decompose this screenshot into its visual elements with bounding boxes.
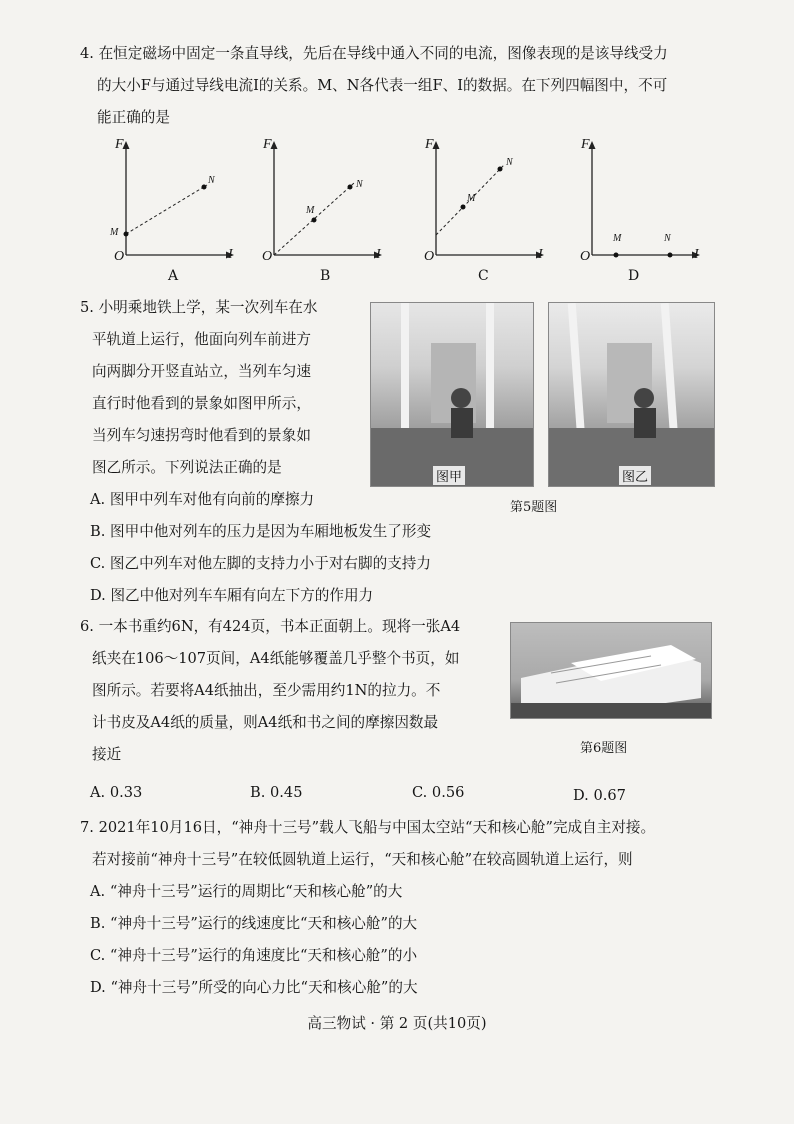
q4-graph-b xyxy=(258,135,388,290)
passenger xyxy=(634,388,654,408)
passenger-body xyxy=(451,408,473,438)
photo-right-label: 图乙 xyxy=(619,466,651,485)
q4-text-line1: 4. 在恒定磁场中固定一条直导线，先后在导线中通入不同的电流，图像表现的是该导线受力 xyxy=(80,45,668,62)
q4-graph-c xyxy=(420,135,550,290)
passenger xyxy=(451,388,471,408)
origin-label: O xyxy=(114,249,125,264)
m-label: M xyxy=(306,205,315,216)
q4-text-line3: 能正确的是 xyxy=(97,109,170,126)
passenger-body xyxy=(634,408,656,438)
page-footer: 高三物试 · 第 2 页(共10页) xyxy=(307,1015,487,1032)
n-label: N xyxy=(356,179,363,190)
q5-text-line1: 5. 小明乘地铁上学，某一次列车在水 xyxy=(80,299,318,316)
point-m xyxy=(124,232,129,237)
q6-photo xyxy=(510,622,712,719)
option-label-d: D xyxy=(628,268,640,284)
q6-text-line1: 6. 一本书重约6N，有424页，书本正面朝上。现将一张A4 xyxy=(80,618,461,635)
option-label-c: C xyxy=(478,268,489,284)
q7-option-d: D. “神舟十三号”所受的向心力比“天和核心舱”的大 xyxy=(90,979,418,996)
point-n xyxy=(668,253,673,258)
q5-text-line5: 当列车匀速拐弯时他看到的景象如 xyxy=(92,427,311,444)
graph-c-svg xyxy=(420,135,550,290)
point-m xyxy=(312,218,317,223)
photo-left-label: 图甲 xyxy=(433,466,465,485)
graph-b-svg xyxy=(258,135,388,290)
i-label: I xyxy=(228,247,233,262)
origin-label: O xyxy=(424,249,435,264)
point-n xyxy=(498,167,503,172)
q6-text-line5: 接近 xyxy=(92,746,122,763)
point-m xyxy=(461,205,466,210)
n-label: N xyxy=(664,233,671,244)
q7-option-a: A. “神舟十三号”运行的周期比“天和核心舱”的大 xyxy=(90,883,403,900)
i-label: I xyxy=(538,247,543,262)
q4-graph-d xyxy=(576,135,706,290)
q6-text-line3: 图所示。若要将A4纸抽出，至少需用约1N的拉力。不 xyxy=(92,682,441,699)
n-label: N xyxy=(208,175,215,186)
q6-option-b: B. 0.45 xyxy=(250,784,303,801)
f-label: F xyxy=(115,137,124,152)
f-label: F xyxy=(263,137,272,152)
q6-option-a: A. 0.33 xyxy=(90,784,143,801)
q5-option-d: D. 图乙中他对列车车厢有向左下方的作用力 xyxy=(90,587,374,604)
graph-a-svg xyxy=(110,135,240,290)
origin-label: O xyxy=(262,249,273,264)
q6-text-line4: 计书皮及A4纸的质量，则A4纸和书之间的摩擦因数最 xyxy=(92,714,439,731)
q7-text-line1: 7. 2021年10月16日，“神舟十三号”载人飞船与中国太空站“天和核心舱”完成自主对接。 xyxy=(80,819,656,836)
point-m xyxy=(614,253,619,258)
q6-option-d: D. 0.67 xyxy=(573,787,626,804)
f-label: F xyxy=(581,137,590,152)
q5-caption: 第5题图 xyxy=(510,500,558,515)
option-label-b: B xyxy=(320,268,331,284)
q5-option-b: B. 图甲中他对列车的压力是因为车厢地板发生了形变 xyxy=(90,523,432,540)
q5-photo-left xyxy=(370,302,534,487)
q4-text-line2: 的大小F与通过导线电流I的关系。M、N各代表一组F、I的数据。在下列四幅图中，不可 xyxy=(97,77,668,94)
point-n xyxy=(348,185,353,190)
q6-text-line2: 纸夹在106～107页间，A4纸能够覆盖几乎整个书页，如 xyxy=(92,650,460,667)
q5-text-line4: 直行时他看到的景象如图甲所示， xyxy=(92,395,311,412)
q7-option-b: B. “神舟十三号”运行的线速度比“天和核心舱”的大 xyxy=(90,915,418,932)
q5-text-line2: 平轨道上运行，他面向列车前进方 xyxy=(92,331,311,348)
m-label: M xyxy=(467,193,476,204)
point-n xyxy=(202,185,207,190)
dashed-line xyxy=(126,185,207,234)
q4-graph-a xyxy=(110,135,240,290)
origin-label: O xyxy=(580,249,591,264)
q7-text-line2: 若对接前“神舟十三号”在较低圆轨道上运行，“天和核心舱”在较高圆轨道上运行，则 xyxy=(92,851,633,868)
q5-text-line3: 向两脚分开竖直站立，当列车匀速 xyxy=(92,363,311,380)
m-label: M xyxy=(110,227,119,238)
q7-option-c: C. “神舟十三号”运行的角速度比“天和核心舱”的小 xyxy=(90,947,418,964)
q5-text-line6: 图乙所示。下列说法正确的是 xyxy=(92,459,282,476)
subway-interior-left xyxy=(371,303,533,486)
q5-option-c: C. 图乙中列车对他左脚的支持力小于对右脚的支持力 xyxy=(90,555,431,572)
i-label: I xyxy=(376,247,381,262)
i-label: I xyxy=(694,247,699,262)
subway-interior-right xyxy=(549,303,714,486)
q5-photo-right xyxy=(548,302,715,487)
graph-d-svg xyxy=(576,135,706,290)
q6-caption: 第6题图 xyxy=(580,741,628,756)
m-label: M xyxy=(613,233,622,244)
q6-option-c: C. 0.56 xyxy=(412,784,465,801)
f-label: F xyxy=(425,137,434,152)
q5-option-a: A. 图甲中列车对他有向前的摩擦力 xyxy=(90,491,315,508)
table-edge xyxy=(511,703,711,718)
n-label: N xyxy=(506,157,513,168)
book-with-a4-paper xyxy=(511,623,711,718)
option-label-a: A xyxy=(168,268,179,284)
